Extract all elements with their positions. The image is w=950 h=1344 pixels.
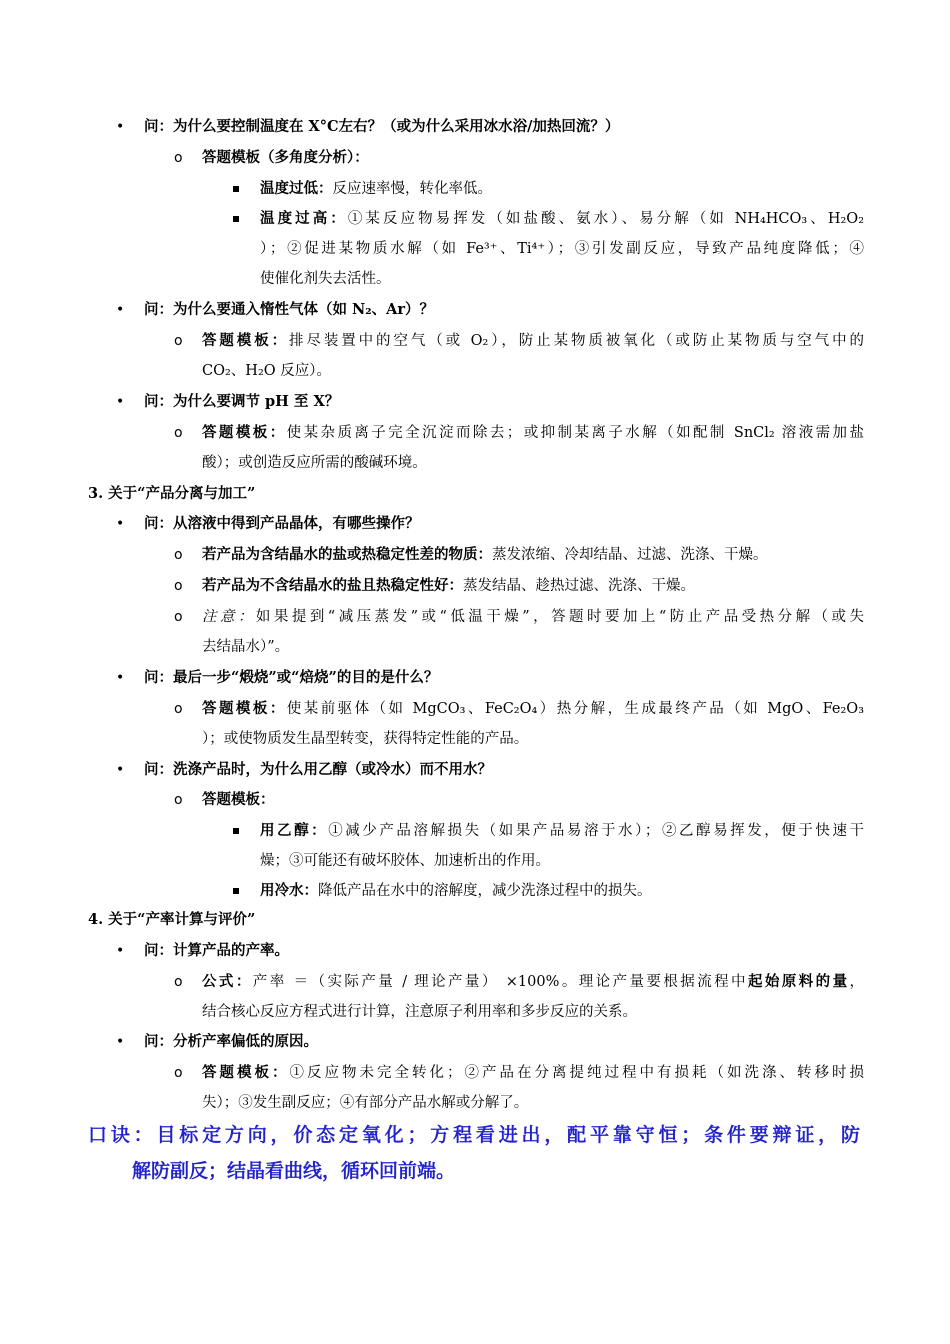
question-yield: 问：计算产品的产率。: [144, 942, 289, 959]
square-bullet: [233, 828, 239, 834]
gas-template-line2: CO₂、H₂O 反应）。: [202, 363, 331, 379]
square-bullet: [233, 216, 239, 222]
bullet: •: [116, 1034, 125, 1050]
bullet: •: [116, 119, 125, 135]
wash-template-label: 答题模板：: [202, 791, 275, 808]
sub-bullet: o: [174, 701, 183, 717]
question-calcine: 问：最后一步“煅烧”或“焙烧”的目的是什么？: [144, 669, 439, 686]
sub-bullet: o: [174, 547, 183, 563]
bullet: •: [116, 394, 125, 410]
bullet: •: [116, 943, 125, 959]
temp-high-line1: 温度过高：①某反应物易挥发（如盐酸、氨水）、易分解（如 NH₄HCO₃、H₂O₂: [260, 210, 865, 227]
section-heading-3: 3. 关于“产品分离与加工”: [88, 485, 256, 502]
sub-bullet: o: [174, 792, 183, 808]
calcine-template-line1: 答题模板：使某前驱体（如 MgCO₃、FeC₂O₄）热分解，生成最终产品（如 MgO、Fe₂O₃: [202, 700, 865, 717]
calcine-template-line2: ）；或使物质发生晶型转变，获得特定性能的产品。: [202, 731, 529, 747]
bullet: •: [116, 762, 125, 778]
question-wash: 问：洗涤产品时，为什么用乙醇（或冷水）而不用水？: [144, 761, 492, 778]
ph-template-line2: 酸）；或创造反应所需的酸碱环境。: [202, 455, 427, 471]
yield-formula-line1: 公式：产率 ＝（实际产量 / 理论产量） ×100%。理论产量要根据流程中起始原料的量，: [202, 973, 865, 990]
sub-bullet: o: [174, 425, 183, 441]
crystal-note-line1: 注意：如果提到“减压蒸发”或“低温干燥”，答题时要加上“防止产品受热分解（或失: [202, 609, 865, 625]
square-bullet: [233, 186, 239, 192]
yield-formula-line2: 结合核心反应方程式进行计算，注意原子利用率和多步反应的关系。: [202, 1004, 637, 1020]
mnemonic-line1: 口诀：目标定方向，价态定氧化；方程看进出，配平靠守恒；条件要辩证，防: [88, 1124, 860, 1146]
square-bullet: [233, 888, 239, 894]
bullet: •: [116, 516, 125, 532]
temp-high-line3: 使催化剂失去活性。: [260, 271, 391, 287]
crystal-item-1: 若产品为含结晶水的盐或热稳定性差的物质：蒸发浓缩、冷却结晶、过滤、洗涤、干燥。: [202, 546, 768, 563]
sub-bullet: o: [174, 974, 183, 990]
question-ph: 问：为什么要调节 pH 至 X？: [144, 393, 340, 410]
sub-bullet: o: [174, 333, 183, 349]
question-inert-gas: 问：为什么要通入惰性气体（如 N₂、Ar）？: [144, 301, 435, 318]
sub-bullet: o: [174, 609, 183, 625]
ph-template-line1: 答题模板：使某杂质离子完全沉淀而除去；或抑制某离子水解（如配制 SnCl₂ 溶液需加盐: [202, 424, 864, 441]
mnemonic-line2: 解防副反；结晶看曲线，循环回前端。: [132, 1160, 456, 1182]
question-temperature: 问：为什么要控制温度在 X°C左右？（或为什么采用冰水浴/加热回流？）: [144, 118, 620, 135]
section-heading-4: 4. 关于“产率计算与评价”: [88, 911, 256, 928]
bullet: •: [116, 670, 125, 686]
sub-bullet: o: [174, 1065, 183, 1081]
low-yield-line2: 失）；③发生副反应；④有部分产品水解或分解了。: [202, 1095, 529, 1111]
low-yield-line1: 答题模板：①反应物未完全转化；②产品在分离提纯过程中有损耗（如洗涤、转移时损: [202, 1064, 864, 1081]
crystal-note-line2: 去结晶水）”。: [202, 639, 290, 655]
question-crystal: 问：从溶液中得到产品晶体，有哪些操作？: [144, 515, 420, 532]
temp-high-line2: ）；②促进某物质水解（如 Fe³⁺、Ti⁴⁺）；③引发副反应，导致产品纯度降低；④: [260, 241, 864, 257]
template-label: 答题模板（多角度分析）：: [202, 149, 369, 166]
wash-ethanol-line1: 用乙醇：①减少产品溶解损失（如果产品易溶于水）；②乙醇易挥发，便于快速干: [260, 822, 865, 839]
sub-bullet: o: [174, 578, 183, 594]
crystal-item-2: 若产品为不含结晶水的盐且热稳定性好：蒸发结晶、趁热过滤、洗涤、干燥。: [202, 577, 695, 594]
temp-low-item: 温度过低：反应速率慢，转化率低。: [260, 180, 492, 197]
gas-template-line1: 答题模板：排尽装置中的空气（或 O₂），防止某物质被氧化（或防止某物质与空气中的: [202, 332, 864, 349]
sub-bullet: o: [174, 150, 183, 166]
wash-ethanol-line2: 燥；③可能还有破坏胶体、加速析出的作用。: [260, 853, 550, 869]
question-low-yield: 问：分析产率偏低的原因。: [144, 1033, 318, 1050]
bullet: •: [116, 302, 125, 318]
wash-cold-water: 用冷水：降低产品在水中的溶解度，减少洗涤过程中的损失。: [260, 882, 652, 899]
